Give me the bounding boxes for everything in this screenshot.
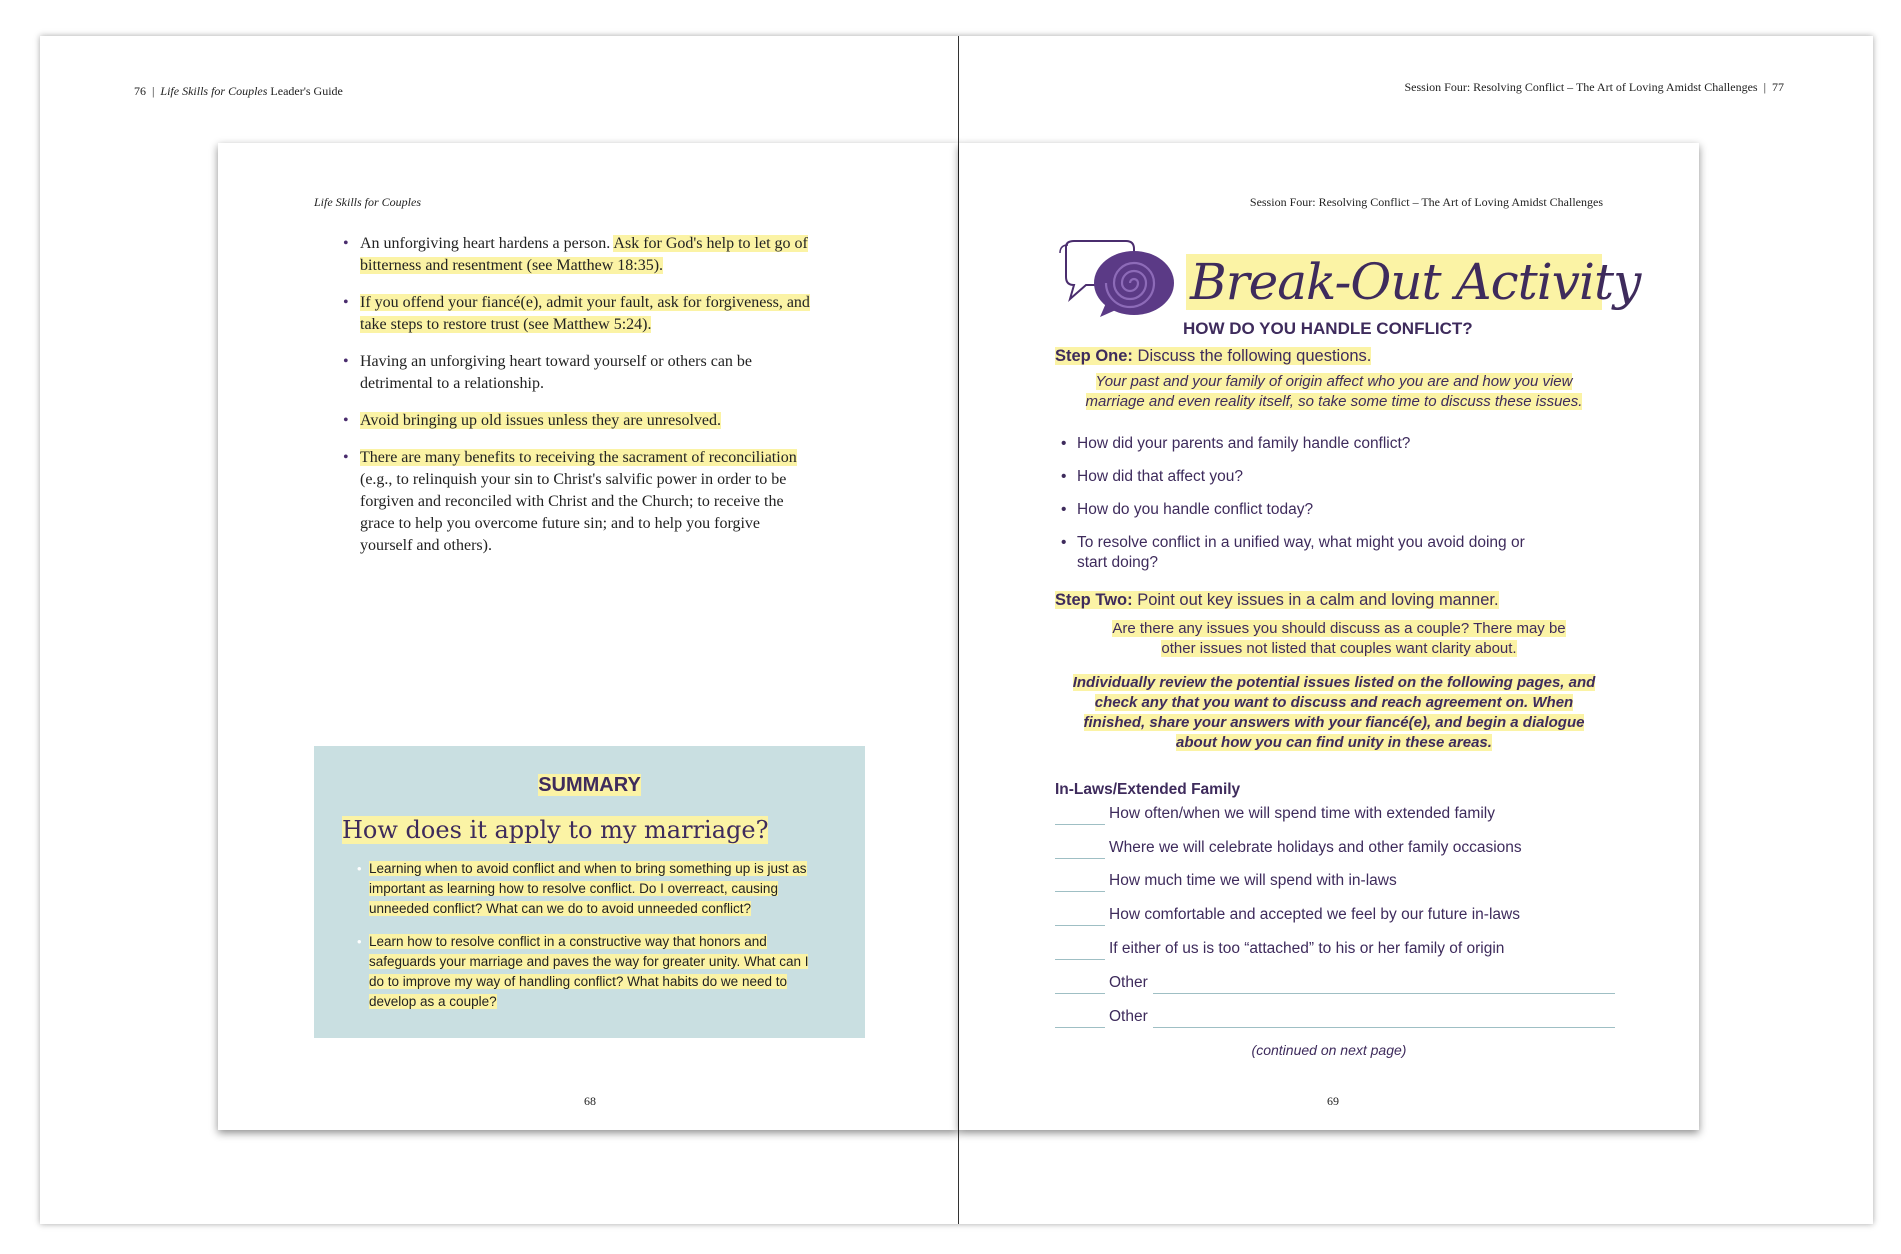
left-page (218, 143, 958, 1130)
list-item (360, 292, 810, 336)
step-one-note-text: Your past and your family of origin affect who you are and how you view marriage and even reality itself, so take some time to discuss these issues. (1085, 373, 1583, 410)
summary-item-text: Learn how to resolve conflict in a constructive way that honors and safeguards your marriage and paves the way for greater unity. What can I do to improve my way of handling conflict? What habits do we need to develop as a couple? (369, 934, 809, 1009)
summary-title (314, 774, 865, 797)
left-bullet-list (360, 233, 810, 572)
summary-item-text: Learning when to avoid conflict and when to bring something up is just as important as learning how to resolve conflict. Do I overreact, causing unneeded conflict? What can we do to avoid unneeded conflict? (369, 861, 807, 916)
step-two (1055, 591, 1499, 610)
bullet-highlight: Avoid bringing up old issues unless they are unresolved. (360, 412, 721, 429)
step-two-note-text: Are there any issues you should discuss as a couple? There may be other issues not listed that couples want clarity about. (1112, 620, 1566, 657)
step-two-note (1109, 619, 1569, 659)
list-item: • To resolve conflict in a unified way, what might you avoid doing or start doing? (1077, 533, 1557, 573)
summary-subtitle (342, 816, 768, 844)
running-head-left: Life Skills for Couples (314, 195, 422, 209)
issue-checkline[interactable] (1055, 872, 1615, 894)
step-one-label: Step One: (1055, 347, 1133, 365)
issue-label: How often/when we will spend time with extended family (1109, 805, 1495, 822)
list-item: • How did that affect you? (1077, 467, 1557, 487)
summary-subtitle-text: How does it apply to my marriage? (342, 816, 769, 844)
issue-label: Other (1109, 1008, 1148, 1025)
step-two-label: Step Two: (1055, 591, 1133, 609)
step-one-text: Discuss the following questions. (1132, 347, 1372, 365)
step-two-text: Point out key issues in a calm and loving manner. (1132, 591, 1499, 609)
outer-header-right: Session Four: Resolving Conflict – The Art of Loving Amidst Challenges | 77 (1404, 80, 1784, 94)
page-number-left: 68 (584, 1094, 596, 1108)
list-item: • How did your parents and family handle conflict? (1077, 434, 1557, 454)
outer-header-right-num: 77 (1772, 80, 1784, 94)
list-item (369, 932, 814, 1012)
issue-label: How much time we will spend with in-laws (1109, 872, 1397, 889)
bullet-text: An unforgiving heart hardens a person. (360, 235, 614, 252)
summary-title-text: SUMMARY (538, 774, 641, 796)
outer-header-left: 76 | Life Skills for Couples Leader's Guide (134, 84, 343, 98)
outer-header-left-num: 76 (134, 84, 146, 98)
list-item (360, 410, 810, 432)
right-page (959, 143, 1699, 1130)
issue-checkline-other[interactable] (1055, 1008, 1615, 1030)
list-item (369, 859, 814, 919)
page-number-right: 69 (1327, 1094, 1339, 1108)
summary-box (314, 746, 865, 1038)
issue-label: Where we will celebrate holidays and other family occasions (1109, 839, 1522, 856)
issue-checkline-other[interactable] (1055, 974, 1615, 996)
bullet-highlight: If you offend your fiancé(e), admit your fault, ask for forgiveness, and take steps to restore trust (see Matthew 5:24). (360, 294, 810, 333)
section-heading-inlaws: In-Laws/Extended Family (1055, 781, 1241, 798)
bullet-text: (e.g., to relinquish your sin to Christ's salvific power in order to be forgiven and reconciled with Christ and the Church; to receive the grace to help you overcome future sin; and to help you forgive yourself and others). (360, 471, 787, 554)
question-list (1077, 434, 1557, 586)
step-two-instructions-text: Individually review the potential issues listed on the following pages, and check any that you want to discuss and reach agreement on. When finished, share your answers with your fiancé(e), and begin a dialogue about how you can find unity in these areas. (1072, 674, 1596, 751)
outer-header-left-italic: Life Skills for Couples (160, 84, 268, 98)
step-two-instructions (1069, 673, 1599, 753)
issue-checkline[interactable] (1055, 940, 1615, 962)
running-head-right: Session Four: Resolving Conflict – The Art of Loving Amidst Challenges (1249, 195, 1603, 209)
issue-checkline[interactable] (1055, 805, 1615, 827)
list-item (360, 351, 810, 395)
issue-label: If either of us is too “attached” to his or her family of origin (1109, 940, 1505, 957)
issue-checkline[interactable] (1055, 839, 1615, 861)
summary-list (369, 859, 814, 1025)
step-one (1055, 347, 1371, 366)
bullet-highlight: There are many benefits to receiving the sacrament of reconciliation (360, 449, 797, 466)
list-item (360, 447, 810, 557)
speech-bubble-spiral-icon (1056, 239, 1181, 321)
activity-title: Break-Out Activity (1186, 254, 1602, 310)
step-one-note (1069, 372, 1599, 412)
list-item (360, 233, 810, 277)
continued-note: (continued on next page) (1251, 1042, 1407, 1058)
activity-subtitle: HOW DO YOU HANDLE CONFLICT? (1183, 319, 1473, 338)
list-item: • How do you handle conflict today? (1077, 500, 1557, 520)
issue-checkline[interactable] (1055, 906, 1615, 928)
outer-header-right-text: Session Four: Resolving Conflict – The Art of Loving Amidst Challenges (1404, 80, 1758, 94)
bullet-highlight: Ask for God's help to let go of bitterness and resentment (see Matthew 18:35). (360, 235, 808, 274)
outer-header-left-rest: Leader's Guide (270, 84, 343, 98)
issue-label: How comfortable and accepted we feel by our future in-laws (1109, 906, 1520, 923)
bullet-text: Having an unforgiving heart toward yourself or others can be detrimental to a relationship. (360, 353, 753, 392)
issue-label: Other (1109, 974, 1148, 991)
